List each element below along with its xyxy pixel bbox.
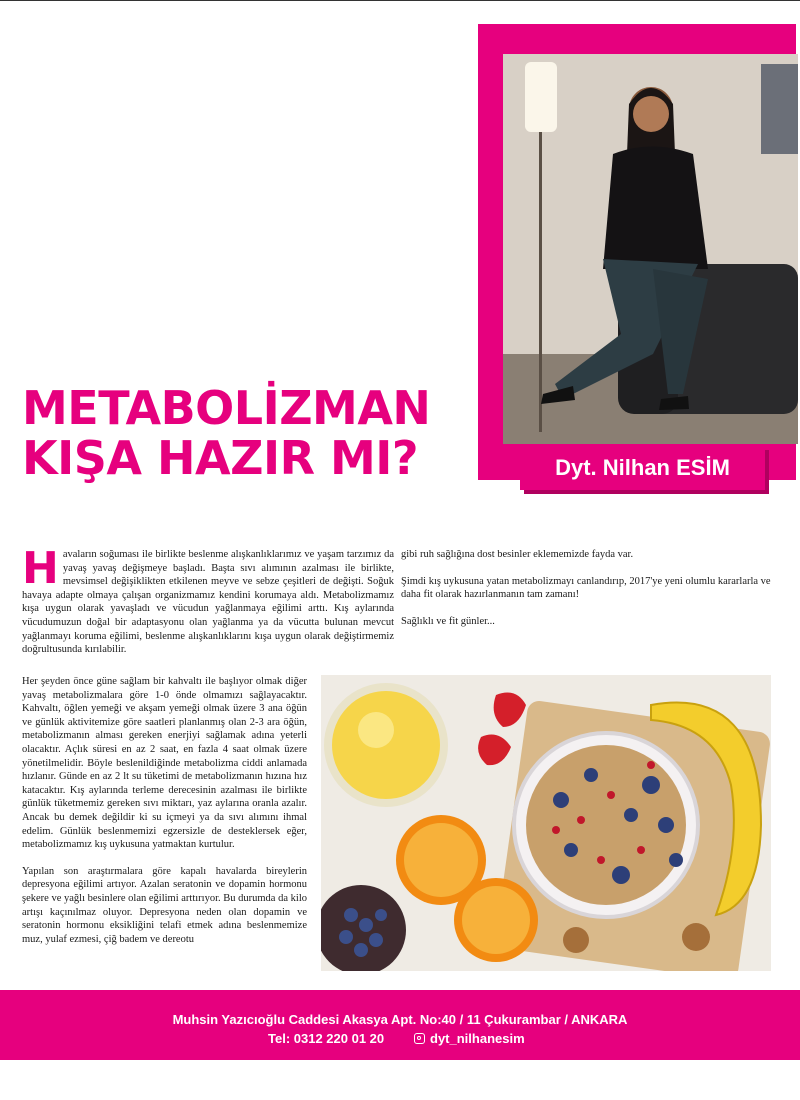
article-paragraph-5: Şimdi kış uykusuna yatan metabolizmayı canlandırıp, 2017'ye yeni olumlu kararlarla ve daha fit olarak hazırlanmanın tam zamanı! [401,575,771,601]
author-photo-illustration [503,54,798,444]
headline-line-1: METABOLİZMAN [22,381,431,435]
article-intro [22,543,394,657]
article-paragraph-2: Her şeyden önce güne sağlam bir kahvaltı ile başlıyor olmak diğer yavaş metabolizmalara göre 1-0 önde olmamızı sağlayacaktır. Kahvaltı, öğlen yemeği ve akşam yemeği olmak üzere 3 ana öğün ve günlük aktivitemize göre saatleri planlanmış olan 2-3 ara öğün, metabolizmanın alması gereken enerjiyi sağlamak adına yeterli olacaktır. Açlık süresi en az 2 saat, en fazla 4 saat olmak üzere yönetilmelidir. Böyle beslenildiğinde metabolizma ciddi anlamada hızlanır. Günde en az 2 lt su tüketimi de metabolizmanın hızına hız katacaktır. Kış aylarında terleme derecesinin azalması ile birlikte günlük tüketmemiz gereken sıvı miktarı, yaz aylarına oranla azalır. Ancak bu demek değildir ki su içmeyi ya da sıvı alımını ihmal edelim. Günlük beslenmemizi egzersizle de desteklersek eğer, metabolizmamız kış uykusuna yatmaktan kurtulur. [22,676,307,851]
instagram-icon [414,1033,425,1044]
headline [22,383,482,483]
headline-line-2: KIŞA HAZIR MI? [22,431,419,485]
breakfast-illustration [321,675,771,971]
dropcap: H [22,543,59,594]
footer [0,990,800,1060]
article-paragraph-4: gibi ruh sağlığına dost besinler eklememizde fayda var. [401,549,634,560]
article-paragraph-1: avaların soğuması ile birlikte beslenme alışkanlıklarımız ve yaşam tarzımız da yavaş yavaş değişmeye başladı. Başta sıvı alımının azalması ile birlikte, mevsimsel değişiklikten etkilenen meyve ve sebze çeşitleri de değişti. Soğuk havaya adapte olmaya çalışan organizmamız kendini korumaya aldı. Metabolizmamız kışa uygun olarak yavaşladı ve vücudun yağlanmaya eğilimi arttı. Kış aylarında vücudumuzun doğal bir adaptasyonu olan yağlanma ya da vücutta bulunan mevcut yağlanmayı koruma eğilimi, beslenme alışkanlıklarını kışa uygun olarak değiştirmemiz doğrultusunda kırılabilir. [22,549,394,656]
top-rule [0,0,800,1]
article-left-column [22,675,307,959]
footer-instagram-handle: dyt_nilhanesim [430,1031,525,1046]
author-name-label: Dyt. Nilhan ESİM [520,446,765,490]
article-paragraph-6: Sağlıklı ve fit günler... [401,615,495,627]
footer-address: Muhsin Yazıcıoğlu Caddesi Akasya Apt. No:40 / 11 Çukurambar / ANKARA [172,1012,628,1027]
footer-instagram [414,1031,525,1046]
article-paragraph-3: Yapılan son araştırmalara göre kapalı havalarda bireylerin depresyona eğilimi artıyor. Azalan seratonin ve dopamin hormonu şekere ve yağlı besinlere olan eğilimi arttırıyor. Bu durumda da kilo artışı kaçınılmaz oluyor. Depresyona neden olan dopamin ve seratonin hormonu eksikliğini telafi etmek adına beslenmemize muz, yulaf ezmesi, çiğ badem ve dereotu [22,865,307,945]
breakfast-photo [321,675,771,971]
author-photo [503,54,798,444]
article-right-column [401,548,776,641]
footer-phone: Tel: 0312 220 01 20 [268,1031,385,1046]
